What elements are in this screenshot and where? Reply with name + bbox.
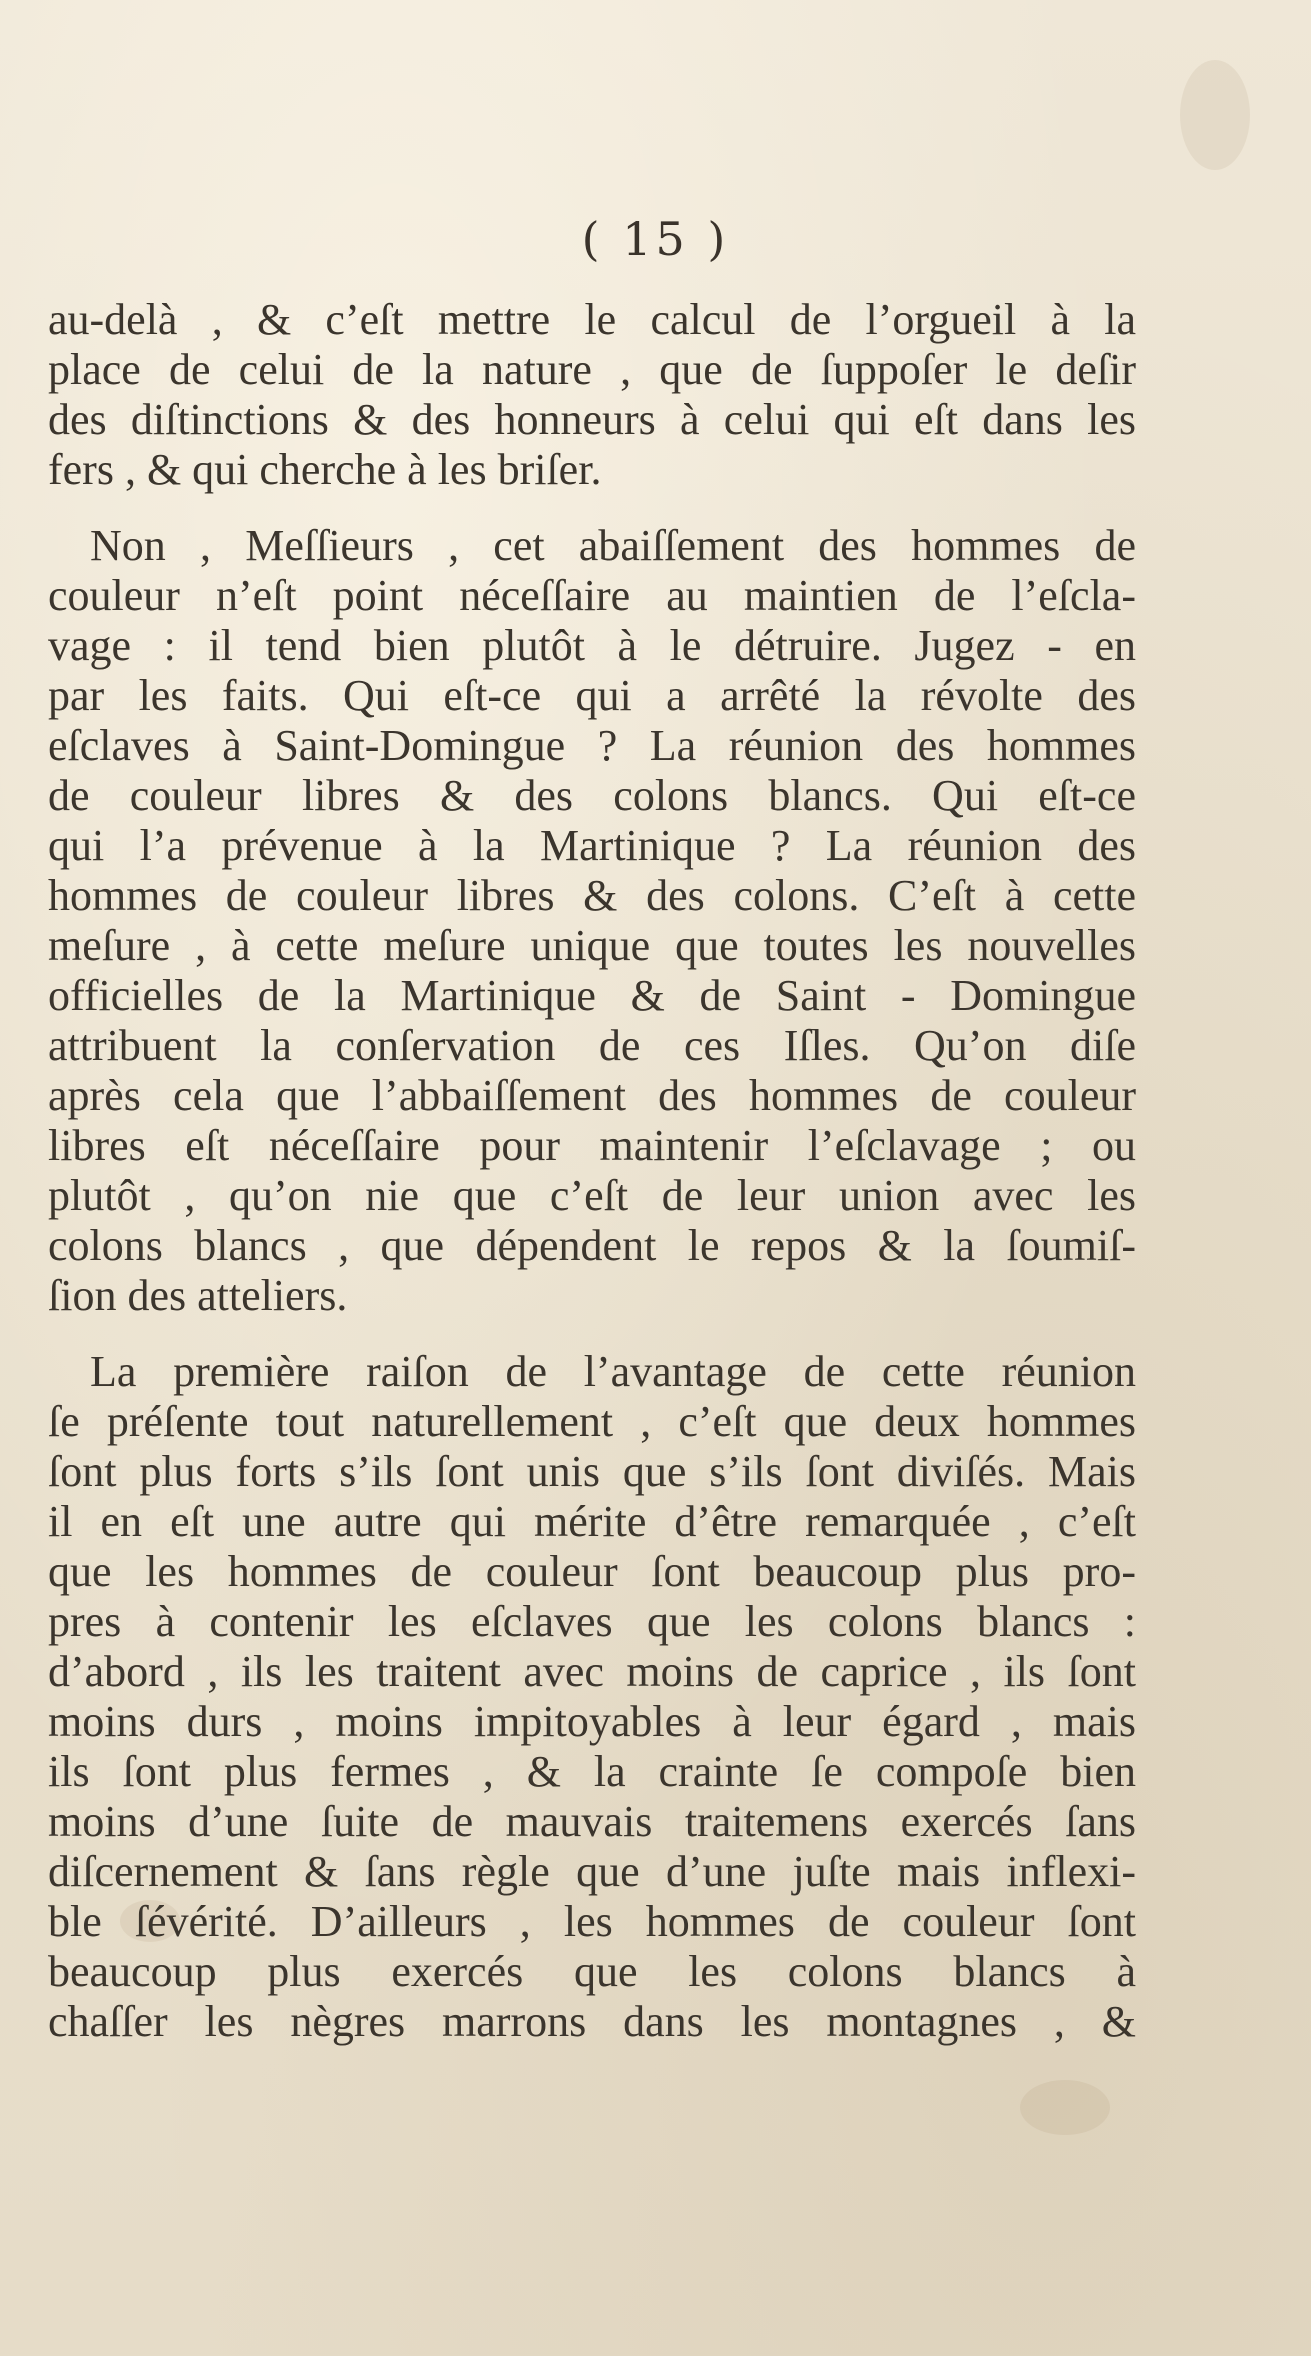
paper-stain (1020, 2080, 1110, 2135)
text-line: place de celui de la nature , que de ſuppoſer le deſir (48, 345, 1136, 394)
text-line: moins durs , moins impitoyables à leur égard , mais (48, 1697, 1136, 1746)
text-line: meſure , à cette meſure unique que toutes les nouvelles (48, 921, 1136, 970)
text-line: plutôt , qu’on nie que c’eſt de leur union avec les (48, 1171, 1136, 1220)
text-line: eſclaves à Saint-Domingue ? La réunion des hommes (48, 721, 1136, 770)
text-line: ſont plus forts s’ils ſont unis que s’ils ſont diviſés. Mais (48, 1447, 1136, 1496)
text-line: qui l’a prévenue à la Martinique ? La réunion des (48, 821, 1136, 870)
text-line: ſe préſente tout naturellement , c’eſt que deux hommes (48, 1397, 1136, 1446)
text-line: vage : il tend bien plutôt à le détruire. Jugez - en (48, 621, 1136, 670)
text-line: Non , Meſſieurs , cet abaiſſement des hommes de (90, 521, 1136, 570)
text-line: de couleur libres & des colons blancs. Qui eſt-ce (48, 771, 1136, 820)
text-line: colons blancs , que dépendent le repos & la ſoumiſ- (48, 1221, 1136, 1270)
text-line: chaſſer les nègres marrons dans les montagnes , & (48, 1997, 1136, 2046)
text-line: La première raiſon de l’avantage de cette réunion (90, 1347, 1136, 1396)
paragraph (48, 1347, 1136, 2047)
paper-stain (1180, 60, 1250, 170)
text-line: libres eſt néceſſaire pour maintenir l’eſclavage ; ou (48, 1121, 1136, 1170)
text-line: d’abord , ils les traitent avec moins de caprice , ils ſont (48, 1647, 1136, 1696)
text-line: que les hommes de couleur ſont beaucoup plus pro- (48, 1547, 1136, 1596)
paragraph (48, 295, 1136, 495)
text-line: hommes de couleur libres & des colons. C’eſt à cette (48, 871, 1136, 920)
text-line: attribuent la conſervation de ces Iſles. Qu’on diſe (48, 1021, 1136, 1070)
text-line: ſion des atteliers. (48, 1271, 348, 1320)
page-number: ( 15 ) (581, 212, 730, 266)
text-line: des diſtinctions & des honneurs à celui qui eſt dans les (48, 395, 1136, 444)
text-line: ils ſont plus fermes , & la crainte ſe compoſe bien (48, 1747, 1136, 1796)
text-line: il en eſt une autre qui mérite d’être remarquée , c’eſt (48, 1497, 1136, 1546)
text-line: pres à contenir les eſclaves que les colons blancs : (48, 1597, 1136, 1646)
text-line: ble ſévérité. D’ailleurs , les hommes de couleur ſont (48, 1897, 1136, 1946)
text-line: couleur n’eſt point néceſſaire au maintien de l’eſcla- (48, 571, 1136, 620)
text-line: beaucoup plus exercés que les colons blancs à (48, 1947, 1136, 1996)
text-line: après cela que l’abbaiſſement des hommes de couleur (48, 1071, 1136, 1120)
text-line: au-delà , & c’eſt mettre le calcul de l’orgueil à la (48, 295, 1136, 344)
text-line: officielles de la Martinique & de Saint - Domingue (48, 971, 1136, 1020)
text-line: par les faits. Qui eſt-ce qui a arrêté la révolte des (48, 671, 1136, 720)
text-line: moins d’une ſuite de mauvais traitemens exercés ſans (48, 1797, 1136, 1846)
paragraph (48, 521, 1136, 1321)
body-text (48, 295, 1136, 2047)
text-line: fers , & qui cherche à les briſer. (48, 445, 602, 494)
text-line: diſcernement & ſans règle que d’une juſte mais inflexi- (48, 1847, 1136, 1896)
